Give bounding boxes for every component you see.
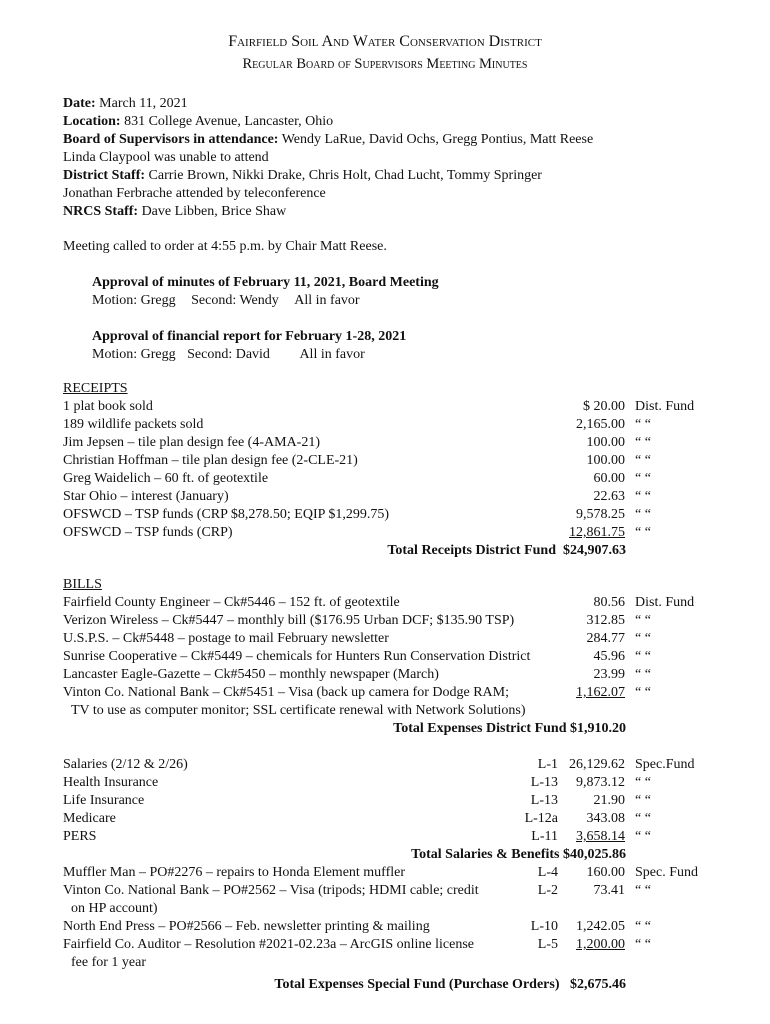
salaries-row bbox=[63, 828, 703, 846]
salaries-row bbox=[63, 756, 703, 774]
purchase_orders-desc: Vinton Co. National Bank – PO#2562 – Visa (tripods; HDMI cable; credit bbox=[63, 883, 479, 898]
bills-amount: 45.96 bbox=[593, 649, 625, 664]
receipts-total-label: Total Receipts District Fund bbox=[387, 543, 556, 558]
bills-desc: Fairfield County Engineer – Ck#5446 – 152 ft. of geotextile bbox=[63, 595, 400, 610]
motion-line bbox=[92, 346, 365, 364]
salaries-total-value: $40,025.86 bbox=[563, 847, 626, 862]
receipts-fund: “ “ bbox=[635, 507, 651, 522]
receipts-desc: Greg Waidelich – 60 ft. of geotextile bbox=[63, 471, 269, 486]
salaries-code: L-12a bbox=[524, 811, 558, 826]
motion-by: Motion: Gregg bbox=[92, 347, 176, 362]
receipts-row bbox=[63, 452, 703, 470]
purchase_orders-code: L-2 bbox=[537, 883, 558, 898]
call-to-order: Meeting called to order at 4:55 p.m. by Chair Matt Reese. bbox=[63, 239, 387, 254]
bills-row bbox=[63, 648, 703, 666]
purchase_orders-row bbox=[63, 864, 703, 882]
motion-result: All in favor bbox=[299, 347, 365, 362]
receipts-row bbox=[63, 506, 703, 524]
bills-total bbox=[393, 720, 626, 738]
nrcs-label: NRCS Staff: bbox=[63, 204, 139, 219]
purchase_orders-desc-continuation: fee for 1 year bbox=[71, 955, 147, 970]
salaries-code: L-11 bbox=[531, 829, 558, 844]
meta-absent: Linda Claypool was unable to attend bbox=[63, 150, 269, 165]
receipts-fund: “ “ bbox=[635, 489, 651, 504]
receipts-fund: “ “ bbox=[635, 453, 651, 468]
salaries-amount: 9,873.12 bbox=[576, 775, 625, 790]
receipts-amount: 12,861.75 bbox=[569, 525, 625, 540]
salaries-desc: Medicare bbox=[63, 811, 116, 826]
salaries-desc: Salaries (2/12 & 2/26) bbox=[63, 757, 188, 772]
salaries-desc: PERS bbox=[63, 829, 97, 844]
receipts-total-value: $24,907.63 bbox=[563, 543, 626, 558]
receipts-row bbox=[63, 524, 703, 542]
purchase_orders-amount: 73.41 bbox=[593, 883, 625, 898]
po-total-value: $2,675.46 bbox=[570, 977, 626, 992]
bills-desc: Lancaster Eagle-Gazette – Ck#5450 – monthly newspaper (March) bbox=[63, 667, 439, 682]
meta-nrcs bbox=[63, 203, 286, 221]
purchase_orders-amount: 1,200.00 bbox=[576, 937, 625, 952]
motion-second: Second: Wendy bbox=[191, 293, 279, 308]
meta-board bbox=[63, 131, 593, 149]
purchase_orders-fund: “ “ bbox=[635, 919, 651, 934]
receipts-amount: 60.00 bbox=[593, 471, 625, 486]
salaries-code: L-1 bbox=[537, 757, 558, 772]
salaries-amount: 343.08 bbox=[586, 811, 625, 826]
receipts-amount: 9,578.25 bbox=[576, 507, 625, 522]
receipts-desc: Jim Jepsen – tile plan design fee (4-AMA-21) bbox=[63, 435, 320, 450]
salaries-fund: “ “ bbox=[635, 829, 651, 844]
purchase_orders-fund: “ “ bbox=[635, 937, 651, 952]
nrcs-value: Dave Libben, Brice Shaw bbox=[141, 204, 287, 219]
bills-fund: Dist. Fund bbox=[635, 595, 695, 610]
bills-row bbox=[63, 630, 703, 648]
bills-fund: “ “ bbox=[635, 667, 651, 682]
receipts-fund: “ “ bbox=[635, 525, 651, 540]
purchase_orders-code: L-4 bbox=[537, 865, 558, 880]
receipts-amount: 22.63 bbox=[593, 489, 625, 504]
salaries-code: L-13 bbox=[530, 793, 558, 808]
salaries-desc: Life Insurance bbox=[63, 793, 145, 808]
bills-desc: U.S.P.S. – Ck#5448 – postage to mail February newsletter bbox=[63, 631, 389, 646]
receipts-desc: 1 plat book sold bbox=[63, 399, 153, 414]
receipts-desc: Christian Hoffman – tile plan design fee (2-CLE-21) bbox=[63, 453, 358, 468]
salaries-row bbox=[63, 792, 703, 810]
receipts-row bbox=[63, 470, 703, 488]
bills-row bbox=[63, 666, 703, 684]
purchase_orders-desc: Muffler Man – PO#2276 – repairs to Honda Element muffler bbox=[63, 865, 406, 880]
date-label: Date: bbox=[63, 96, 96, 111]
salaries-amount: 26,129.62 bbox=[569, 757, 625, 772]
bills-section bbox=[63, 576, 703, 738]
bills-fund: “ “ bbox=[635, 613, 651, 628]
board-label: Board of Supervisors in attendance: bbox=[63, 132, 279, 147]
salaries-fund: Spec.Fund bbox=[635, 757, 695, 772]
purchase_orders-code: L-5 bbox=[537, 937, 558, 952]
purchase_orders-desc: Fairfield Co. Auditor – Resolution #2021-02.23a – ArcGIS online license bbox=[63, 937, 475, 952]
document-subtitle: Regular Board of Supervisors Meeting Minutes bbox=[242, 56, 528, 72]
receipts-amount: 2,165.00 bbox=[576, 417, 625, 432]
bills-total-label: Total Expenses District Fund bbox=[393, 721, 567, 736]
bills-fund: “ “ bbox=[635, 631, 651, 646]
receipts-amount: 100.00 bbox=[586, 453, 625, 468]
salaries-total bbox=[411, 846, 626, 864]
purchase_orders-fund: “ “ bbox=[635, 883, 651, 898]
purchase_orders-code: L-10 bbox=[530, 919, 558, 934]
motion-result: All in favor bbox=[294, 293, 360, 308]
receipts-row bbox=[63, 488, 703, 506]
salaries-row bbox=[63, 810, 703, 828]
bills-amount: 312.85 bbox=[586, 613, 625, 628]
bills-amount: 23.99 bbox=[593, 667, 625, 682]
document-org-title: Fairfield Soil And Water Conservation District bbox=[228, 33, 542, 50]
bills-total-value: $1,910.20 bbox=[570, 721, 626, 736]
bills-row bbox=[63, 594, 703, 612]
motion-title: Approval of minutes of February 11, 2021, Board Meeting bbox=[92, 275, 439, 290]
bills-fund: “ “ bbox=[635, 649, 651, 664]
purchase_orders-amount: 1,242.05 bbox=[576, 919, 625, 934]
bills-desc: Verizon Wireless – Ck#5447 – monthly bill ($176.95 Urban DCF; $135.90 TSP) bbox=[63, 613, 515, 628]
salaries-fund: “ “ bbox=[635, 793, 651, 808]
receipts-total bbox=[387, 542, 626, 560]
purchase_orders-row bbox=[63, 936, 703, 954]
meta-staff bbox=[63, 167, 542, 185]
salaries-fund: “ “ bbox=[635, 811, 651, 826]
receipts-fund: “ “ bbox=[635, 471, 651, 486]
purchase_orders-row bbox=[63, 882, 703, 900]
receipts-heading: RECEIPTS bbox=[63, 381, 128, 396]
purchase_orders-desc: North End Press – PO#2566 – Feb. newsletter printing & mailing bbox=[63, 919, 430, 934]
receipts-row bbox=[63, 398, 703, 416]
motion-second: Second: David bbox=[187, 347, 270, 362]
receipts-fund: “ “ bbox=[635, 435, 651, 450]
staff-label: District Staff: bbox=[63, 168, 146, 183]
date-value: March 11, 2021 bbox=[99, 96, 188, 111]
po-total-label: Total Expenses Special Fund (Purchase Orders) bbox=[274, 977, 560, 992]
bills-fund: “ “ bbox=[635, 685, 651, 700]
purchase_orders-row-continuation bbox=[63, 954, 703, 972]
po-total bbox=[274, 976, 626, 994]
salaries-amount: 3,658.14 bbox=[576, 829, 625, 844]
purchase_orders-fund: Spec. Fund bbox=[635, 865, 698, 880]
receipts-fund: “ “ bbox=[635, 417, 651, 432]
bills-amount: 1,162.07 bbox=[576, 685, 625, 700]
purchase_orders-amount: 160.00 bbox=[586, 865, 625, 880]
motion-title: Approval of financial report for February 1-28, 2021 bbox=[92, 329, 407, 344]
receipts-amount: $ 20.00 bbox=[583, 399, 625, 414]
purchase_orders-row bbox=[63, 918, 703, 936]
receipts-desc: OFSWCD – TSP funds (CRP) bbox=[63, 525, 233, 540]
salaries-amount: 21.90 bbox=[593, 793, 625, 808]
receipts-section bbox=[63, 380, 703, 560]
bills-row bbox=[63, 684, 703, 702]
staff-value: Carrie Brown, Nikki Drake, Chris Holt, Chad Lucht, Tommy Springer bbox=[148, 168, 542, 183]
motion-line bbox=[92, 292, 360, 310]
bills-desc: Sunrise Cooperative – Ck#5449 – chemicals for Hunters Run Conservation District bbox=[63, 649, 531, 664]
salaries-code: L-13 bbox=[530, 775, 558, 790]
bills-continuation: TV to use as computer monitor; SSL certificate renewal with Network Solutions) bbox=[71, 703, 526, 718]
board-value: Wendy LaRue, David Ochs, Gregg Pontius, Matt Reese bbox=[281, 132, 594, 147]
salaries-fund: “ “ bbox=[635, 775, 651, 790]
location-value: 831 College Avenue, Lancaster, Ohio bbox=[124, 114, 334, 129]
receipts-row bbox=[63, 434, 703, 452]
salaries-section bbox=[63, 756, 703, 994]
receipts-desc: Star Ohio – interest (January) bbox=[63, 489, 229, 504]
location-label: Location: bbox=[63, 114, 121, 129]
salaries-desc: Health Insurance bbox=[63, 775, 159, 790]
bills-row bbox=[63, 612, 703, 630]
receipts-desc: OFSWCD – TSP funds (CRP $8,278.50; EQIP $1,299.75) bbox=[63, 507, 390, 522]
receipts-desc: 189 wildlife packets sold bbox=[63, 417, 204, 432]
salaries-total-label: Total Salaries & Benefits bbox=[411, 847, 560, 862]
salaries-row bbox=[63, 774, 703, 792]
receipts-fund: Dist. Fund bbox=[635, 399, 695, 414]
purchase_orders-desc-continuation: on HP account) bbox=[71, 901, 158, 916]
bills-heading: BILLS bbox=[63, 577, 102, 592]
meta-date bbox=[63, 95, 188, 113]
meta-location bbox=[63, 113, 333, 131]
bills-amount: 284.77 bbox=[586, 631, 625, 646]
purchase_orders-row-continuation bbox=[63, 900, 703, 918]
bills-desc: Vinton Co. National Bank – Ck#5451 – Visa (back up camera for Dodge RAM; bbox=[63, 685, 509, 700]
receipts-amount: 100.00 bbox=[586, 435, 625, 450]
bills-amount: 80.56 bbox=[593, 595, 625, 610]
meta-teleconf: Jonathan Ferbrache attended by teleconference bbox=[63, 186, 326, 201]
receipts-row bbox=[63, 416, 703, 434]
motion-by: Motion: Gregg bbox=[92, 293, 176, 308]
